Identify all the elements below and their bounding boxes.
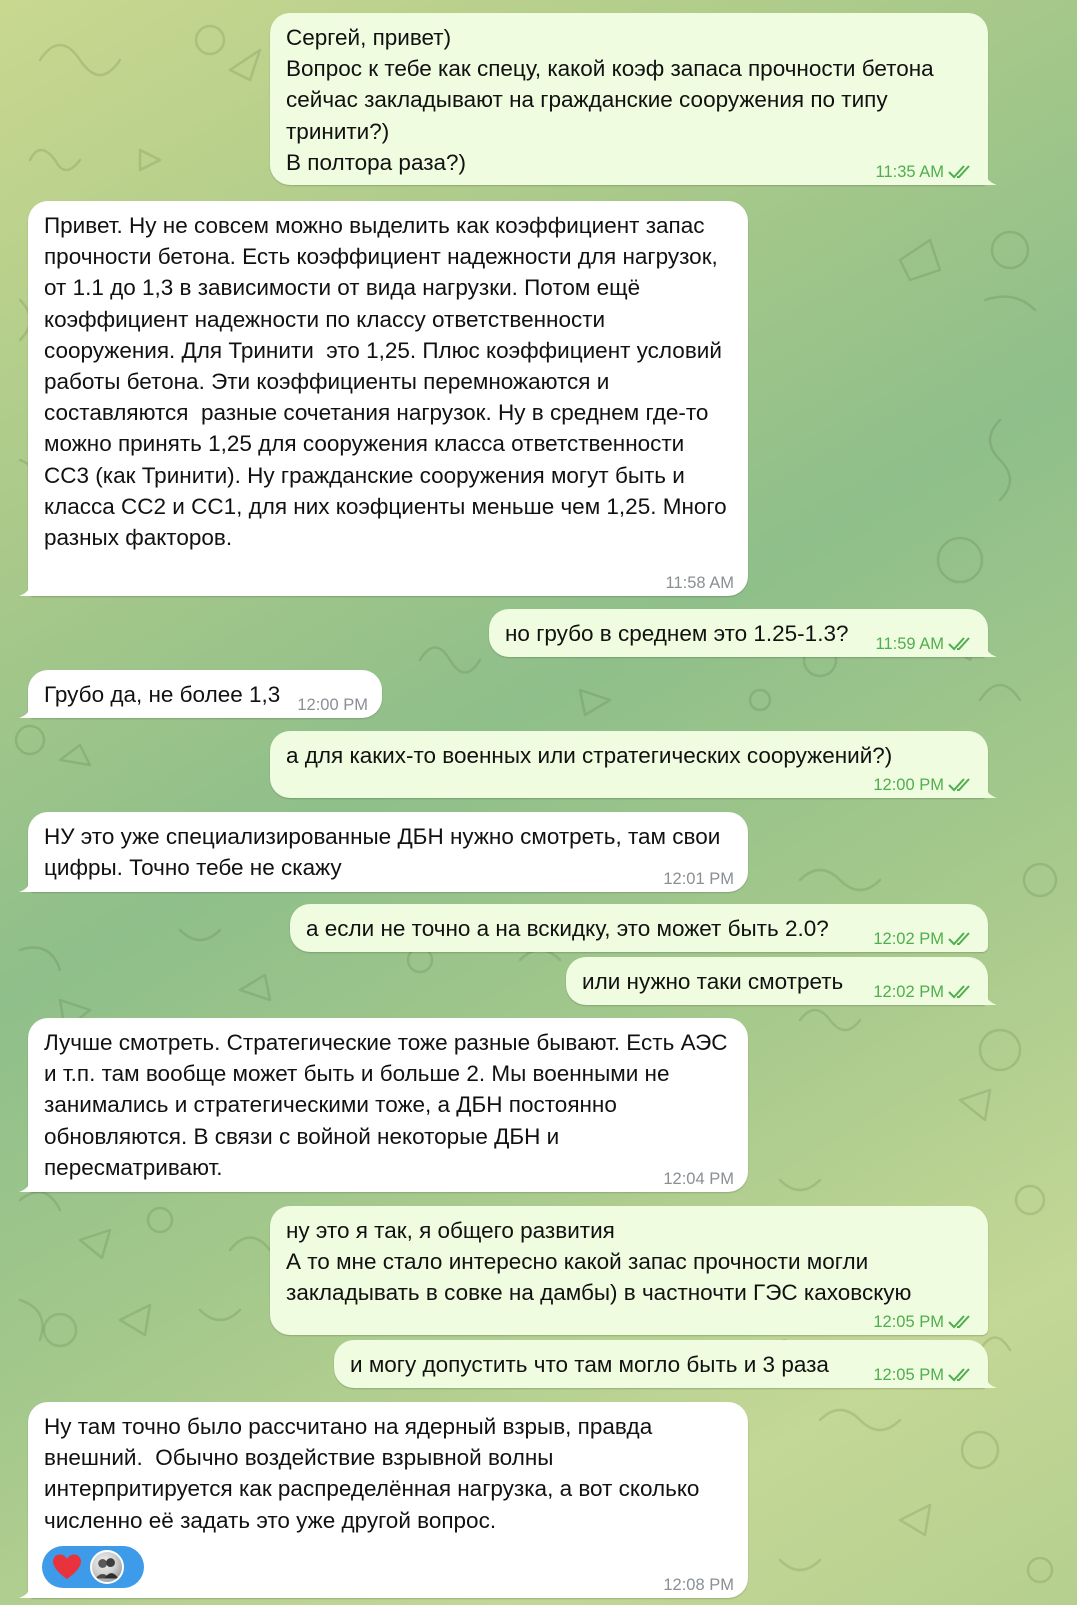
message-text: НУ это уже специализированные ДБН нужно смотреть, там свои цифры. Точно тебе не скажу	[44, 824, 727, 881]
bubble-tail	[19, 874, 33, 892]
message-text: Лучше смотреть. Стратегические тоже разные бывают. Есть АЭС и т.п. там вообще может быть и больше 2. Мы военными не занимались и стратегическими тоже, а ДБН постоянно обновляются. В связи с войной некоторые ДБН и пересматривают.	[44, 1030, 734, 1180]
message-incoming[interactable]	[28, 1402, 748, 1598]
message-text: или нужно таки смотреть	[582, 969, 844, 994]
message-time: 12:02 PM	[873, 930, 944, 948]
double-check-icon	[948, 164, 974, 180]
message-meta	[873, 982, 974, 1002]
message-meta	[876, 634, 975, 654]
bubble-tail	[983, 639, 997, 657]
message-text: а если не точно а на вскидку, это может быть 2.0?	[306, 916, 829, 941]
message-time: 11:59 AM	[875, 635, 944, 653]
message-text: и могу допустить что там могло быть и 3 раза	[350, 1352, 829, 1377]
reaction-chip[interactable]	[42, 1546, 144, 1588]
double-check-icon	[948, 1314, 974, 1330]
bubble-tail	[19, 1580, 33, 1598]
message-meta	[297, 695, 368, 715]
bubble-tail	[983, 987, 997, 1005]
message-outgoing[interactable]	[489, 609, 988, 657]
message-meta	[663, 1575, 734, 1595]
message-text: а для каких-то военных или стратегических сооружений?)	[286, 743, 893, 768]
double-check-icon	[948, 1367, 974, 1383]
message-time: 12:05 PM	[873, 1313, 944, 1331]
reactor-avatar	[90, 1550, 124, 1584]
message-outgoing[interactable]	[566, 957, 988, 1005]
message-time: 12:02 PM	[873, 983, 944, 1001]
message-text: Привет. Ну не совсем можно выделить как коэффициент запас прочности бетона. Есть коэффициент надежности для нагрузок, от 1.1 до 1,3 в зависимости от вида нагрузки. Потом ещё коэффициент надежности по классу ответственности сооружения. Для Тринити это 1,25. Плюс коэффициент условий работы бетона. Эти коэффициенты перемножаются и составляются разные сочетания нагрузок. Ну в среднем где-то можно принять 1,25 для сооружения класса ответственности СС3 (как Тринити). Ну гражданские сооружения могут быть и класса СС2 и СС1, для них коэфциенты меньше чем 1,25. Много разных факторов.	[44, 213, 733, 551]
message-outgoing[interactable]	[334, 1340, 988, 1388]
message-time: 12:08 PM	[663, 1576, 734, 1594]
message-outgoing[interactable]	[270, 731, 988, 798]
double-check-icon	[948, 984, 974, 1000]
message-time: 12:01 PM	[663, 870, 734, 888]
bubble-tail	[983, 167, 997, 185]
message-incoming[interactable]	[28, 812, 748, 892]
message-outgoing[interactable]	[290, 904, 988, 952]
message-text: Грубо да, не более 1,3	[44, 682, 281, 707]
bubble-tail	[19, 578, 33, 596]
message-meta	[876, 162, 975, 182]
message-text: ну это я так, я общего развития А то мне стало интересно какой запас прочности могли закладывать в совке на дамбы) в частночти ГЭС каховскую	[286, 1218, 912, 1306]
bubble-tail	[19, 1174, 33, 1192]
message-incoming[interactable]	[28, 201, 748, 596]
message-meta	[873, 1365, 974, 1385]
message-meta	[873, 1312, 974, 1332]
message-text: Ну там точно было рассчитано на ядерный взрыв, правда внешний. Обычно воздействие взрывной волны интерпритируется как распределённая нагрузка, а вот сколько численно её задать это уже другой вопрос.	[44, 1414, 706, 1533]
double-check-icon	[948, 636, 974, 652]
bubble-tail	[19, 700, 33, 718]
message-time: 12:04 PM	[663, 1170, 734, 1188]
message-meta	[663, 1169, 734, 1189]
message-time: 11:58 AM	[665, 574, 734, 592]
message-time: 12:00 PM	[873, 776, 944, 794]
message-time: 11:35 AM	[875, 163, 944, 181]
bubble-tail	[983, 780, 997, 798]
message-text: Сергей, привет) Вопрос к тебе как спецу, какой коэф запаса прочности бетона сейчас закладывают на гражданские сооружения по типу тринити?) В полтора раза?)	[286, 25, 934, 175]
message-outgoing[interactable]	[270, 13, 988, 185]
bubble-tail	[983, 1370, 997, 1388]
message-incoming[interactable]	[28, 1018, 748, 1192]
message-text: но грубо в среднем это 1.25-1.3?	[505, 621, 849, 646]
message-outgoing[interactable]	[270, 1206, 988, 1335]
heart-icon	[52, 1553, 82, 1581]
message-time: 12:00 PM	[297, 696, 368, 714]
double-check-icon	[948, 931, 974, 947]
message-time: 12:05 PM	[873, 1366, 944, 1384]
message-incoming[interactable]	[28, 670, 382, 718]
double-check-icon	[948, 777, 974, 793]
message-meta	[663, 869, 734, 889]
message-meta	[873, 929, 974, 949]
message-meta	[873, 775, 974, 795]
message-meta	[666, 573, 735, 593]
